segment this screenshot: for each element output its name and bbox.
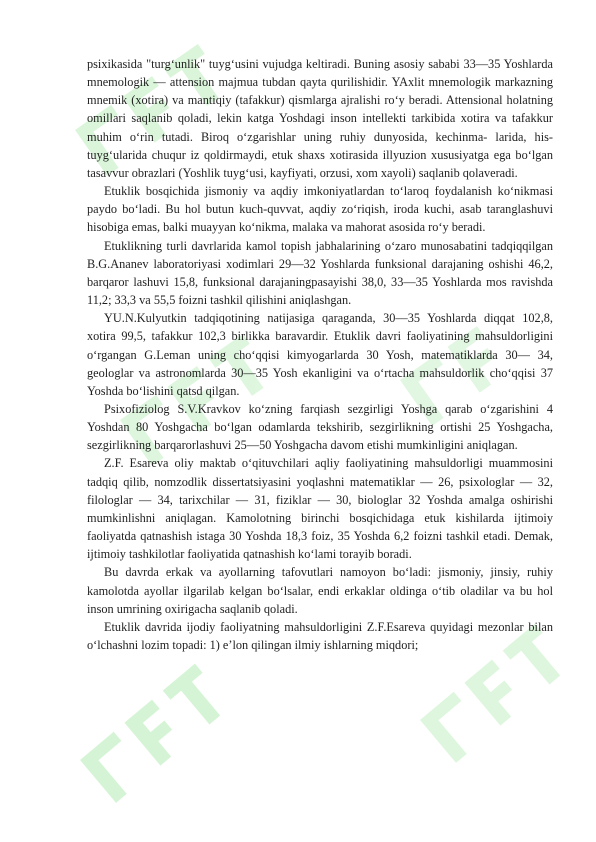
paragraph: psixikasida "turg‘unlik" tuyg‘usini vujudga keltiradi. Buning asosiy sababi 33—35 Yoshlarda mnemologik — attension majmua tubdan qayta qurilishidir. YAxlit mnemologik markazning mnemik (xotira) va mantiqiy (tafakkur) qismlarga ajralishi ro‘y beradi. Attensional holatning omillari saqlanib qoladi, lekin katga Yoshdagi inson intellekti tarkibida xotira va tafakkur muhim o‘rin tutadi. Biroq o‘zgarishlar uning ruhiy dunyosida, kechinma- larida, his-tuyg‘ularida chuqur iz qoldirmaydi, etuk shaxs xotirasida illyuzion xususiyatga ega bo‘lgan tasavvur obrazlari (Yoshlik tuyg‘usi, kayfiyati, orzusi, xom xayoli) saqlanib qolaveradi. bbox=[87, 57, 553, 180]
document-body bbox=[87, 55, 553, 654]
paragraph: Psixofiziolog S.V.Kravkov ko‘zning farqiash sezgirligi Yoshga qarab o‘zgarishini 4 Yoshdan 80 Yoshgacha bo‘lgan odamlarda tekshirib, sezgirlikning ortishi 25 Yoshgacha, sezgirlikning barqarorlashuvi 25—50 Yoshgacha davom etishi mumkinligini aniqlagan. bbox=[87, 401, 553, 453]
paragraph: Etuklik bosqichida jismoniy va aqdiy imkoniyatlardan to‘laroq foydalanish ko‘nikmasi paydo bo‘ladi. Bu hol butun kuch-quvvat, aqdiy zo‘riqish, iroda kuchi, asab taranglashuvi hisobiga emas, balki muayyan ko‘nikma, malaka va mahorat asosida ro‘y beradi. bbox=[87, 184, 553, 235]
paragraph: Z.F. Esareva oliy maktab o‘qituvchilari aqliy faoliyatining mahsuldorligi muammosini tadqiq qilib, nomzodlik dissertatsiyasini yoqlashni matematiklar — 26, psixologlar — 32, filologlar — 34, tarixchilar — 31, fiziklar — 30, biologlar 32 Yoshda amalga oshirishi mumkinlishni aniqlagan. Kamolotning birinchi bosqichidaga etuk kishilarda ijtimoiy faoliyatda qatnashish istaga 30 Yoshda 18,3 foiz, 35 Yoshda 6,2 foizni tashkil etadi. Demak, ijtimoiy tashkilotlar faoliyatida qatnashish ko‘lami torayib boradi. bbox=[87, 456, 553, 562]
watermark-mark-bottom-left bbox=[80, 664, 231, 803]
paragraph: YU.N.Kulyutkin tadqiqotining natijasiga qaraganda, 30—35 Yoshlarda diqqat 102,8, xotira 99,5, tafakkur 102,3 birlikka baravardir. Etuklik davri faoliyatining mahsuldorligini o‘rgangan G.Leman uning cho‘qqisi kimyogarlarda 30 Yosh, matematiklarda 30— 34, geologlar va astronomlarda 30—35 Yosh ekanligini va o‘rtacha mahsuldorlik cho‘qqisi 37 Yoshda bo‘lishini qatsd qilgan. bbox=[87, 311, 553, 398]
paragraph: Etuklik davrida ijodiy faoliyatning mahsuldorligini Z.F.Esareva quyidagi mezonlar bilan o‘lchashni lozim topadi: 1) e’lon qilingan ilmiy ishlarning miqdori; bbox=[87, 619, 553, 652]
paragraph: Bu davrda erkak va ayollarning tafovutlari namoyon bo‘ladi: jismoniy, jinsiy, ruhiy kamolotda ayollar ilgarilab kelgan bo‘lsalar, endi erkaklar oldinga o‘tib oladilar va bu hol inson umrining oxirigacha saqlanib qoladi. bbox=[87, 565, 553, 616]
paragraph: Etuklikning turli davrlarida kamol topish jabhalarining o‘zaro munosabatini tadqiqqilgan B.G.Ananev laboratoriyasi xodimlari 29—32 Yoshlarda funksional darajaning oshishi 46,2, barqaror lashuvi 15,8, funksional darajaningpasayishi 38,0, 33—35 Yoshlarda mos ravishda 11,2; 33,3 va 55,5 foizni tashkil qilishini aniqlashgan. bbox=[87, 238, 553, 308]
